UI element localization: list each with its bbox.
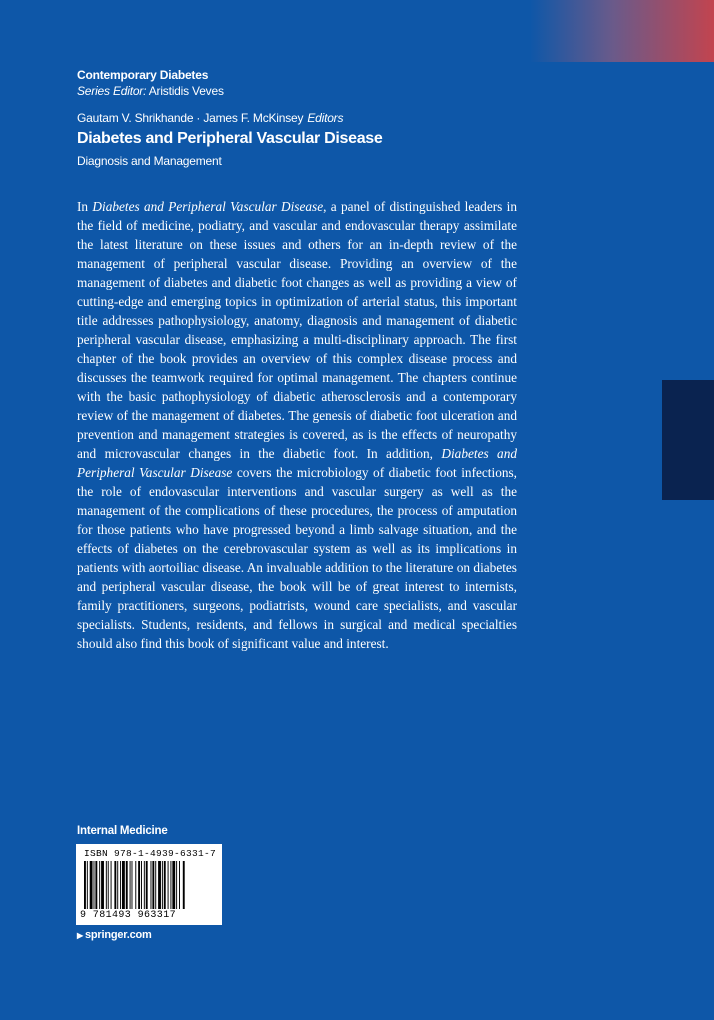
barcode-bar (99, 861, 100, 909)
barcode-bar (108, 861, 109, 909)
barcode-bar (144, 861, 145, 909)
barcode-bar (90, 861, 93, 909)
barcode-bars (82, 861, 216, 909)
publisher-link[interactable] (77, 929, 152, 941)
book-description-paragraph (77, 197, 517, 653)
blurb-title-2: Diabetes and Peripheral Vascular Disease (77, 446, 517, 480)
series-editor-line (77, 83, 537, 99)
barcode-bar (164, 861, 166, 909)
barcode-bar (106, 861, 107, 909)
barcode-bar (179, 861, 180, 909)
book-heading (77, 110, 577, 170)
barcode-bar (138, 861, 140, 909)
barcode-bar (183, 861, 185, 909)
barcode-bar (176, 861, 177, 909)
barcode-bar (170, 861, 171, 909)
barcode-bar (122, 861, 125, 909)
book-editors-line (77, 110, 577, 126)
barcode-bar (126, 861, 128, 909)
barcode-bar (114, 861, 116, 909)
barcode-digits: 9 781493 963317 (80, 910, 177, 921)
blurb-intro: In (77, 199, 89, 214)
corner-accent-gradient (530, 0, 714, 62)
barcode-bar (94, 861, 95, 909)
barcode-bar (158, 861, 161, 909)
barcode-bar (84, 861, 86, 909)
barcode-bar (172, 861, 175, 909)
book-description (77, 197, 517, 653)
series-editor-label: Series Editor: (77, 84, 147, 98)
spine-side-tab (662, 380, 714, 500)
arrow-right-icon: ▶ (77, 931, 83, 940)
subject-category: Internal Medicine (77, 825, 168, 837)
barcode-bar (120, 861, 121, 909)
series-title: Contemporary Diabetes (77, 68, 209, 82)
barcode-bar (101, 861, 104, 909)
publisher-url: springer.com (84, 929, 152, 941)
barcode-bar (151, 861, 152, 909)
barcode-bar (132, 861, 133, 909)
barcode-bar (95, 861, 97, 909)
barcode-bar (168, 861, 169, 909)
barcode-bar (87, 861, 88, 909)
barcode-bar (117, 861, 118, 909)
barcode-bar (141, 861, 142, 909)
barcode-bar (135, 861, 136, 909)
barcode-bar (111, 861, 112, 909)
series-info (77, 67, 537, 99)
barcode-bar (162, 861, 163, 909)
barcode-bar (146, 861, 148, 909)
isbn-barcode (76, 844, 222, 925)
barcode-bar (152, 861, 154, 909)
book-title: Diabetes and Peripheral Vascular Disease (77, 130, 383, 147)
book-editors-label: Editors (307, 111, 344, 125)
book-subtitle: Diagnosis and Management (77, 154, 222, 168)
book-editors: Gautam V. Shrikhande · James F. McKinsey (77, 111, 304, 125)
isbn-label: ISBN 978-1-4939-6331-7 (84, 848, 217, 859)
blurb-title-1: Diabetes and Peripheral Vascular Disease (92, 199, 324, 214)
barcode-bar (155, 861, 156, 909)
blurb-part-1: , a panel of distinguished leaders in the field of medicine, podiatry, and vascular and endovascular therapy assimilate the latest literature on these issues and others for an in-depth review of the management of peripheral vascular disease. Providing an overview of the management of diabetes and diabetic foot changes as well as providing a view of cutting-edge and emerging topics in optimization of arterial status, this important title addresses pathophysiology, anatomy, diagnosis and management of diabetic peripheral vascular disease, emphasizing a multi-disciplinary approach. The first chapter of the book provides an overview of this complex disease process and discusses the teamwork required for optimal management. The chapters continue with the basic pathophysiology of diabetic atherosclerosis and a contemporary review of the management of diabetes. The genesis of diabetic foot ulceration and prevention and management strategies is covered, as is the effects of neuropathy and microvascular changes in the diabetic foot. In addition, (77, 199, 517, 461)
barcode-bar (130, 861, 131, 909)
series-editor-name: Aristidis Veves (148, 84, 224, 98)
blurb-part-2: covers the microbiology of diabetic foot infections, the role of endovascular interventions and vascular surgery as well as the management of the complications of these procedures, the process of amputation for those patients who have progressed beyond a limb salvage situation, and the effects of diabetes on the cerebrovascular system as well as its implications in patients with aortoiliac disease. An invaluable addition to the literature on diabetes and peripheral vascular disease, the book will be of great interest to internists, family practitioners, surgeons, podiatrists, wound care specialists, and vascular specialists. Students, residents, and fellows in surgical and medical specialties should also find this book of significant value and interest. (77, 465, 517, 651)
